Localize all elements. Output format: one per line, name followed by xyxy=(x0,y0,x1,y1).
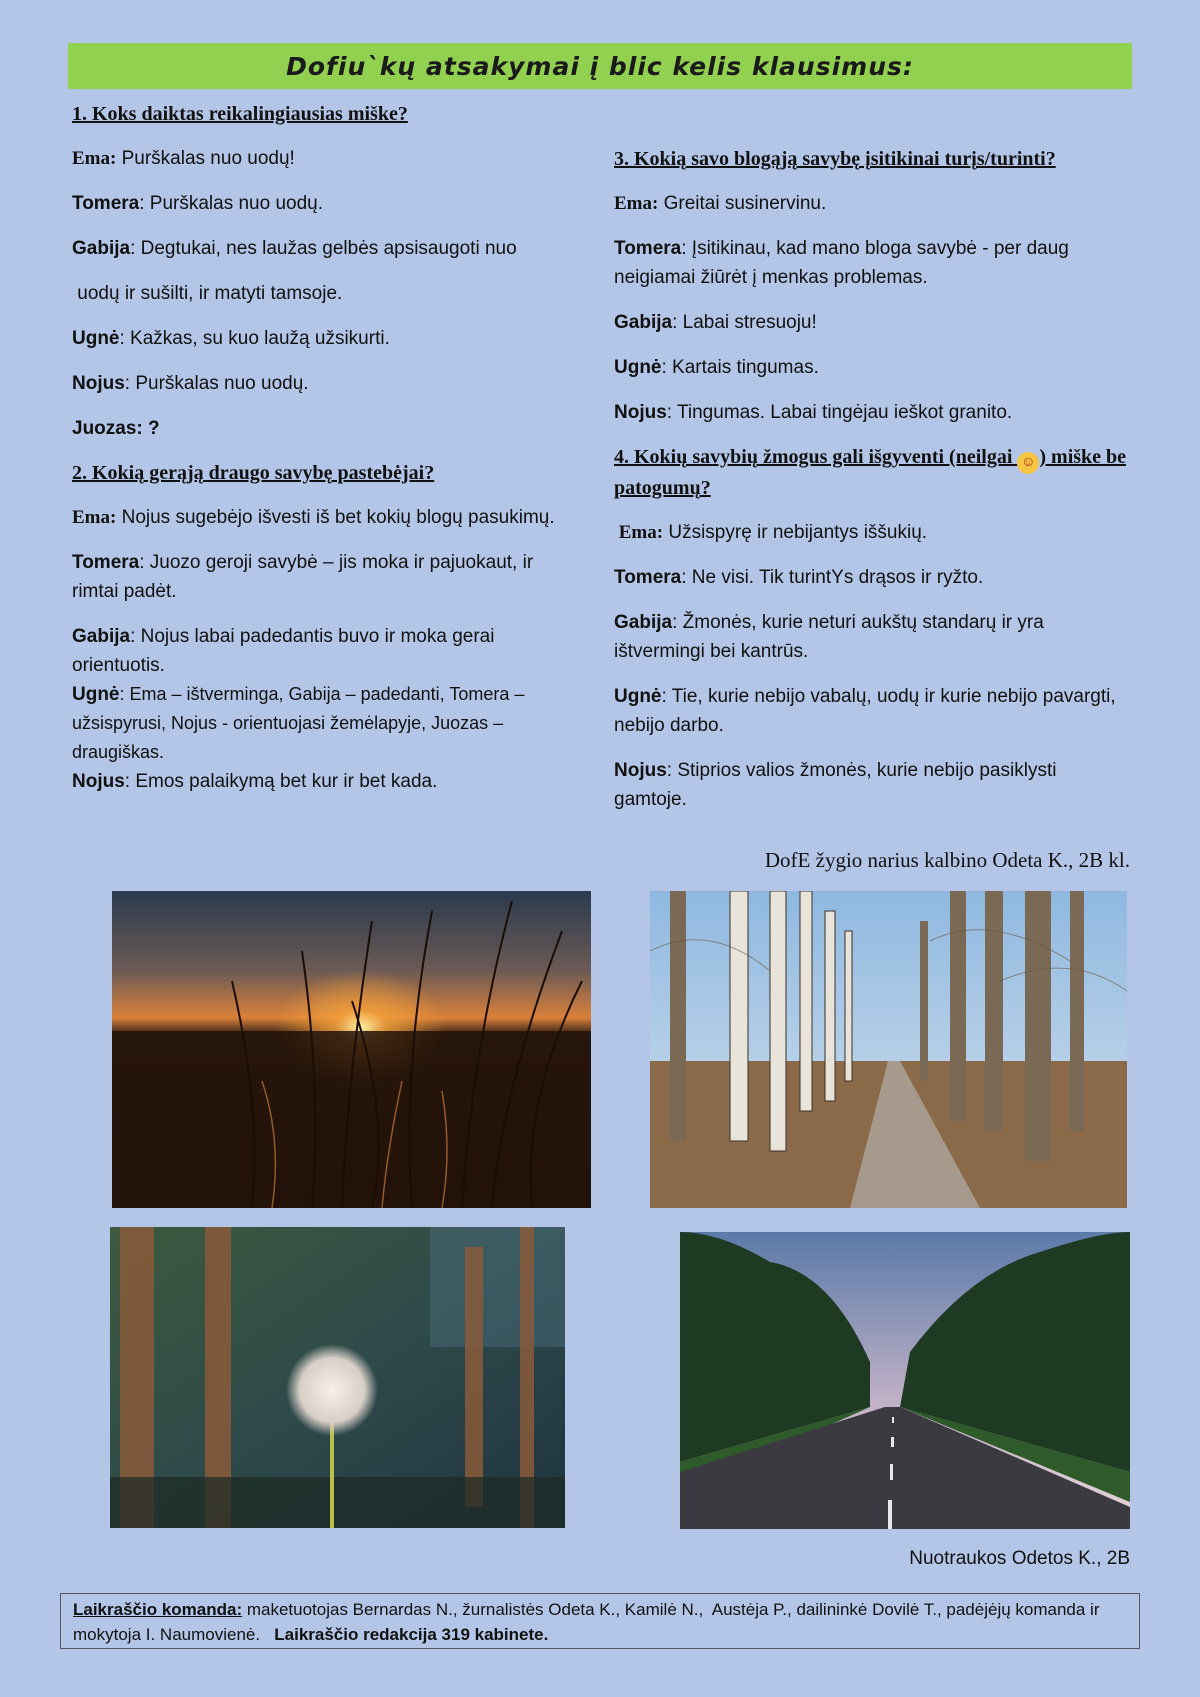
title-bar xyxy=(68,43,1132,89)
answer-tomera: Tomera: Juozo geroji savybė – jis moka ir pajuokaut, ir rimtai padėt. xyxy=(72,552,534,602)
answer-ugne: Ugnė: Ema – ištverminga, Gabija – padedanti, Tomera – užsispyrusi, Nojus - orientuojasi žemėlapyje, Juozas – draugiškas. xyxy=(72,684,525,762)
team-box xyxy=(60,1593,1140,1649)
answer-ema: Ema: Greitai susinervinu. xyxy=(614,193,827,214)
answer-nojus: Nojus: Purškalas nuo uodų. xyxy=(72,373,309,394)
answer-ugne: Ugnė: Kažkas, su kuo laužą užsikurti. xyxy=(72,328,390,349)
question-4: 4. Kokių savybių žmogus gali išgyventi (neilgai ☺ ) miške be patogumų? xyxy=(614,446,1127,499)
interviewer-credit: DofE žygio narius kalbino Odeta K., 2B kl. xyxy=(764,848,1130,872)
answer-gabija: Gabija: Nojus labai padedantis buvo ir moka gerai orientuotis. xyxy=(72,626,495,676)
dandelion-photo xyxy=(110,1227,565,1528)
question-2: 2. Kokią gerąją draugo savybę pastebėjai? xyxy=(72,462,435,484)
answer-ugne: Ugnė: Tie, kurie nebijo vabalų, uodų ir kurie nebijo pavargti, nebijo darbo. xyxy=(614,686,1116,736)
left-column xyxy=(72,100,572,812)
answer-ema: Ema: Nojus sugebėjo išvesti iš bet kokių blogų pasukimų. xyxy=(72,507,555,528)
answer-tomera: Tomera: Ne visi. Tik turintYs drąsos ir ryžto. xyxy=(614,567,984,588)
road-photo xyxy=(680,1232,1130,1529)
answer-gabija: Gabija: Labai stresuoju! xyxy=(614,312,817,333)
question-1: 1. Koks daiktas reikalingiausias miške? xyxy=(72,103,408,125)
answer-nojus: Nojus: Tingumas. Labai tingėjau ieškot granito. xyxy=(614,402,1013,423)
right-column xyxy=(614,145,1134,830)
answer-ema: Ema: Purškalas nuo uodų! xyxy=(72,148,295,169)
answer-juozas: Juozas: ? xyxy=(72,418,160,439)
smiley-icon: ☺ xyxy=(1017,452,1039,474)
answer-nojus: Nojus: Stiprios valios žmonės, kurie nebijo pasiklysti gamtoje. xyxy=(614,760,1057,810)
birch-alley-photo xyxy=(650,891,1127,1208)
answer-ema: Ema: Užsispyrę ir nebijantys iššukių. xyxy=(614,522,928,543)
answer-tomera: Tomera: Įsitikinau, kad mano bloga savybė - per daug neigiamai žiūrėt į menkas problemas. xyxy=(614,238,1069,288)
team-label: Laikraščio komanda: xyxy=(73,1600,243,1619)
answer-gabija: Gabija: Degtukai, nes laužas gelbės apsisaugoti nuo xyxy=(72,238,517,259)
page-title: Dofiu`kų atsakymai į blic kelis klausimus: xyxy=(286,51,914,81)
answer-gabija-cont: uodų ir sušilti, ir matyti tamsoje. xyxy=(72,283,343,304)
answer-nojus: Nojus: Emos palaikymą bet kur ir bet kada. xyxy=(72,771,438,792)
photo-credit: Nuotraukos Odetos K., 2B xyxy=(909,1548,1130,1569)
answer-gabija: Gabija: Žmonės, kurie neturi aukštų standarų ir yra ištvermingi bei kantrūs. xyxy=(614,612,1044,662)
question-3: 3. Kokią savo blogąją savybę įsitikinai turįs/turinti? xyxy=(614,148,1056,170)
sunset-grass-photo xyxy=(112,891,591,1208)
team-text: maketuotojas Bernardas N., žurnalistės Odeta K., Kamilė N., Austėja P., dailininkė Dovilė T., padėjėjų komanda ir mokytoja I. Naumovienė. xyxy=(73,1600,1105,1644)
answer-tomera: Tomera: Purškalas nuo uodų. xyxy=(72,193,324,214)
team-room: Laikraščio redakcija 319 kabinete. xyxy=(274,1625,549,1644)
answer-ugne: Ugnė: Kartais tingumas. xyxy=(614,357,819,378)
